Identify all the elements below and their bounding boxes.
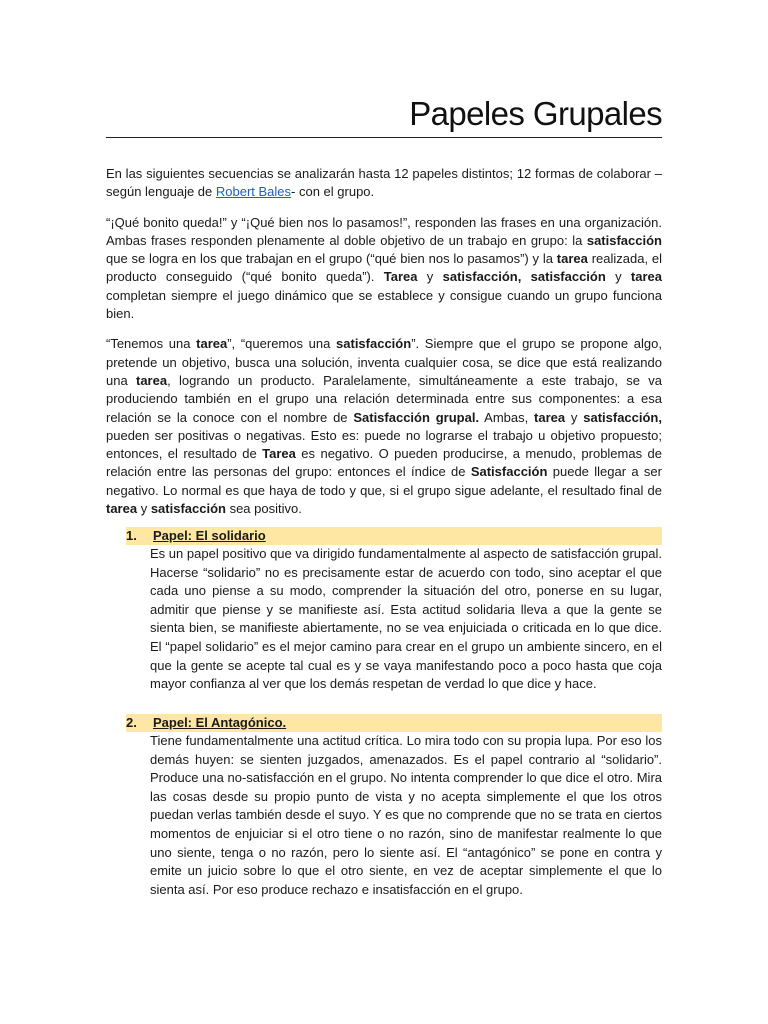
text-run: sea positivo. [225,501,302,517]
text-run: y [417,269,443,285]
text-run: Ambas, [479,409,535,425]
text-run: , logrando un producto. Paralelamente, simultáneamente a este trabajo, se va produciendo también en el grupo una relación determinada entre sus componentes: a esa relación se la conoce con el nombre de [106,372,662,425]
title-divider [106,137,662,138]
bold-term: tarea [196,336,228,352]
text-run: y [565,409,584,425]
bold-term: satisfacción [586,232,662,248]
bold-term: Satisfacción grupal. [353,409,480,425]
bold-term: Satisfacción [470,464,548,480]
intro-p1-text: En las siguientes secuencias se analizarán hasta 12 papeles distintos; 12 formas de colaborar –según lenguaje de [106,166,662,200]
intro-text [106,165,662,530]
section-heading [126,714,662,732]
bold-term: satisfacción [150,501,226,517]
text-run: y [605,269,631,285]
bold-term: tarea [534,409,566,425]
text-run: “Tenemos una [106,336,197,352]
section-number: 2. [126,714,137,730]
bold-term: tarea [556,251,588,267]
bold-term: satisfacción [336,336,412,352]
bold-term: satisfacción, [583,409,662,425]
section-title: Papel: El Antagónico. [153,714,287,730]
section-solidario [126,527,662,694]
text-run: completan siempre el juego dinámico que se establece y consigue cuando un grupo funciona bien. [106,287,662,322]
bold-term: tarea [106,501,138,517]
section-heading [126,527,662,545]
text-run: que se logra en los que trabajan en el grupo (“qué bien nos lo pasamos”) y la [106,251,557,267]
bold-term: tarea [136,372,168,388]
section-number: 1. [126,527,137,543]
intro-paragraph-2 [106,214,662,324]
text-run: realizada, el producto conseguido (“qué bonito queda”). [106,251,662,285]
bold-term: satisfacción, satisfacción [442,269,606,285]
intro-paragraph-1 [106,165,662,202]
section-antagonico [126,714,662,899]
intro-paragraph-3 [106,335,662,518]
bold-term: Tarea [262,446,296,462]
text-run: puede llegar a ser negativo. Lo normal es que haya de todo y que, si el grupo sigue adelante, el resultado final de [106,464,662,498]
text-run: pueden ser positivas o negativas. Esto es: puede no lograrse el trabajo u objetivo propuesto; entonces, el resultado de [106,427,662,462]
text-run: es negativo. O pueden producirse, a menudo, problemas de relación entre las personas del grupo: entonces el índice de [106,446,662,480]
text-run: “¡Qué bonito queda!” y “¡Qué bien nos lo pasamos!”, responden las frases en una organización. Ambas frases responden plenamente al doble objetivo de un trabajo en grupo: la [106,214,662,248]
section-title: Papel: El solidario [153,527,266,543]
bold-term: tarea [630,269,662,285]
text-run: ”, “queremos una [227,336,337,352]
robert-bales-link[interactable]: Robert Bales [215,184,292,200]
text-run: y [137,501,151,517]
section-body: Es un papel positivo que va dirigido fundamentalmente al aspecto de satisfacción grupal. Hacerse “solidario” no es precisamente estar de acuerdo con todo, sino aceptar el que cada uno piense a su modo, comprender la situación del otro, ponerse en su lugar, admitir que piense y se manifieste así. Esta actitud solidaria lleva a que la gente se sienta bien, se manifieste abiertamente, no se vea enjuiciada o criticada en lo que dice. El “papel solidario” es el mejor camino para crear en el grupo un ambiente sincero, en el que la gente se acepte tal cual es y se vaya manifestando poco a poco hasta que coja mayor confianza al ver que los demás respetan de verdad lo que dice y hace. [150,546,662,692]
section-body: Tiene fundamentalmente una actitud crítica. Lo mira todo con su propia lupa. Por eso los demás huyen: se sienten juzgados, amenazados. Es el papel contrario al “solidario”. Produce una no-satisfacción en el grupo. No intenta comprender lo que dice el otro. Mira las cosas desde su propio punto de vista y no acepta simplemente el que los otros puedan verlas también desde el suyo. Y es que no comprende que no se trata en ciertos momentos de enjuiciar si el otro tiene o no razón, sino de manifestar realmente lo que uno siente, tenga o no razón, pero lo siente así. El “antagónico” se pone en contra y emite un juicio sobre lo que el otro siente, en vez de aceptar simplemente el que lo sienta así. Por eso produce rechazo e insatisfacción en el grupo. [150,733,662,897]
intro-p1-tail: - con el grupo. [291,184,375,200]
text-run: ”. Siempre que el grupo se propone algo, pretende un objetivo, busca una solución, inventa cualquier cosa, se dice que está realizando una [106,336,662,388]
bold-term: Tarea [383,269,418,285]
page-title: Papeles Grupales [409,95,662,132]
